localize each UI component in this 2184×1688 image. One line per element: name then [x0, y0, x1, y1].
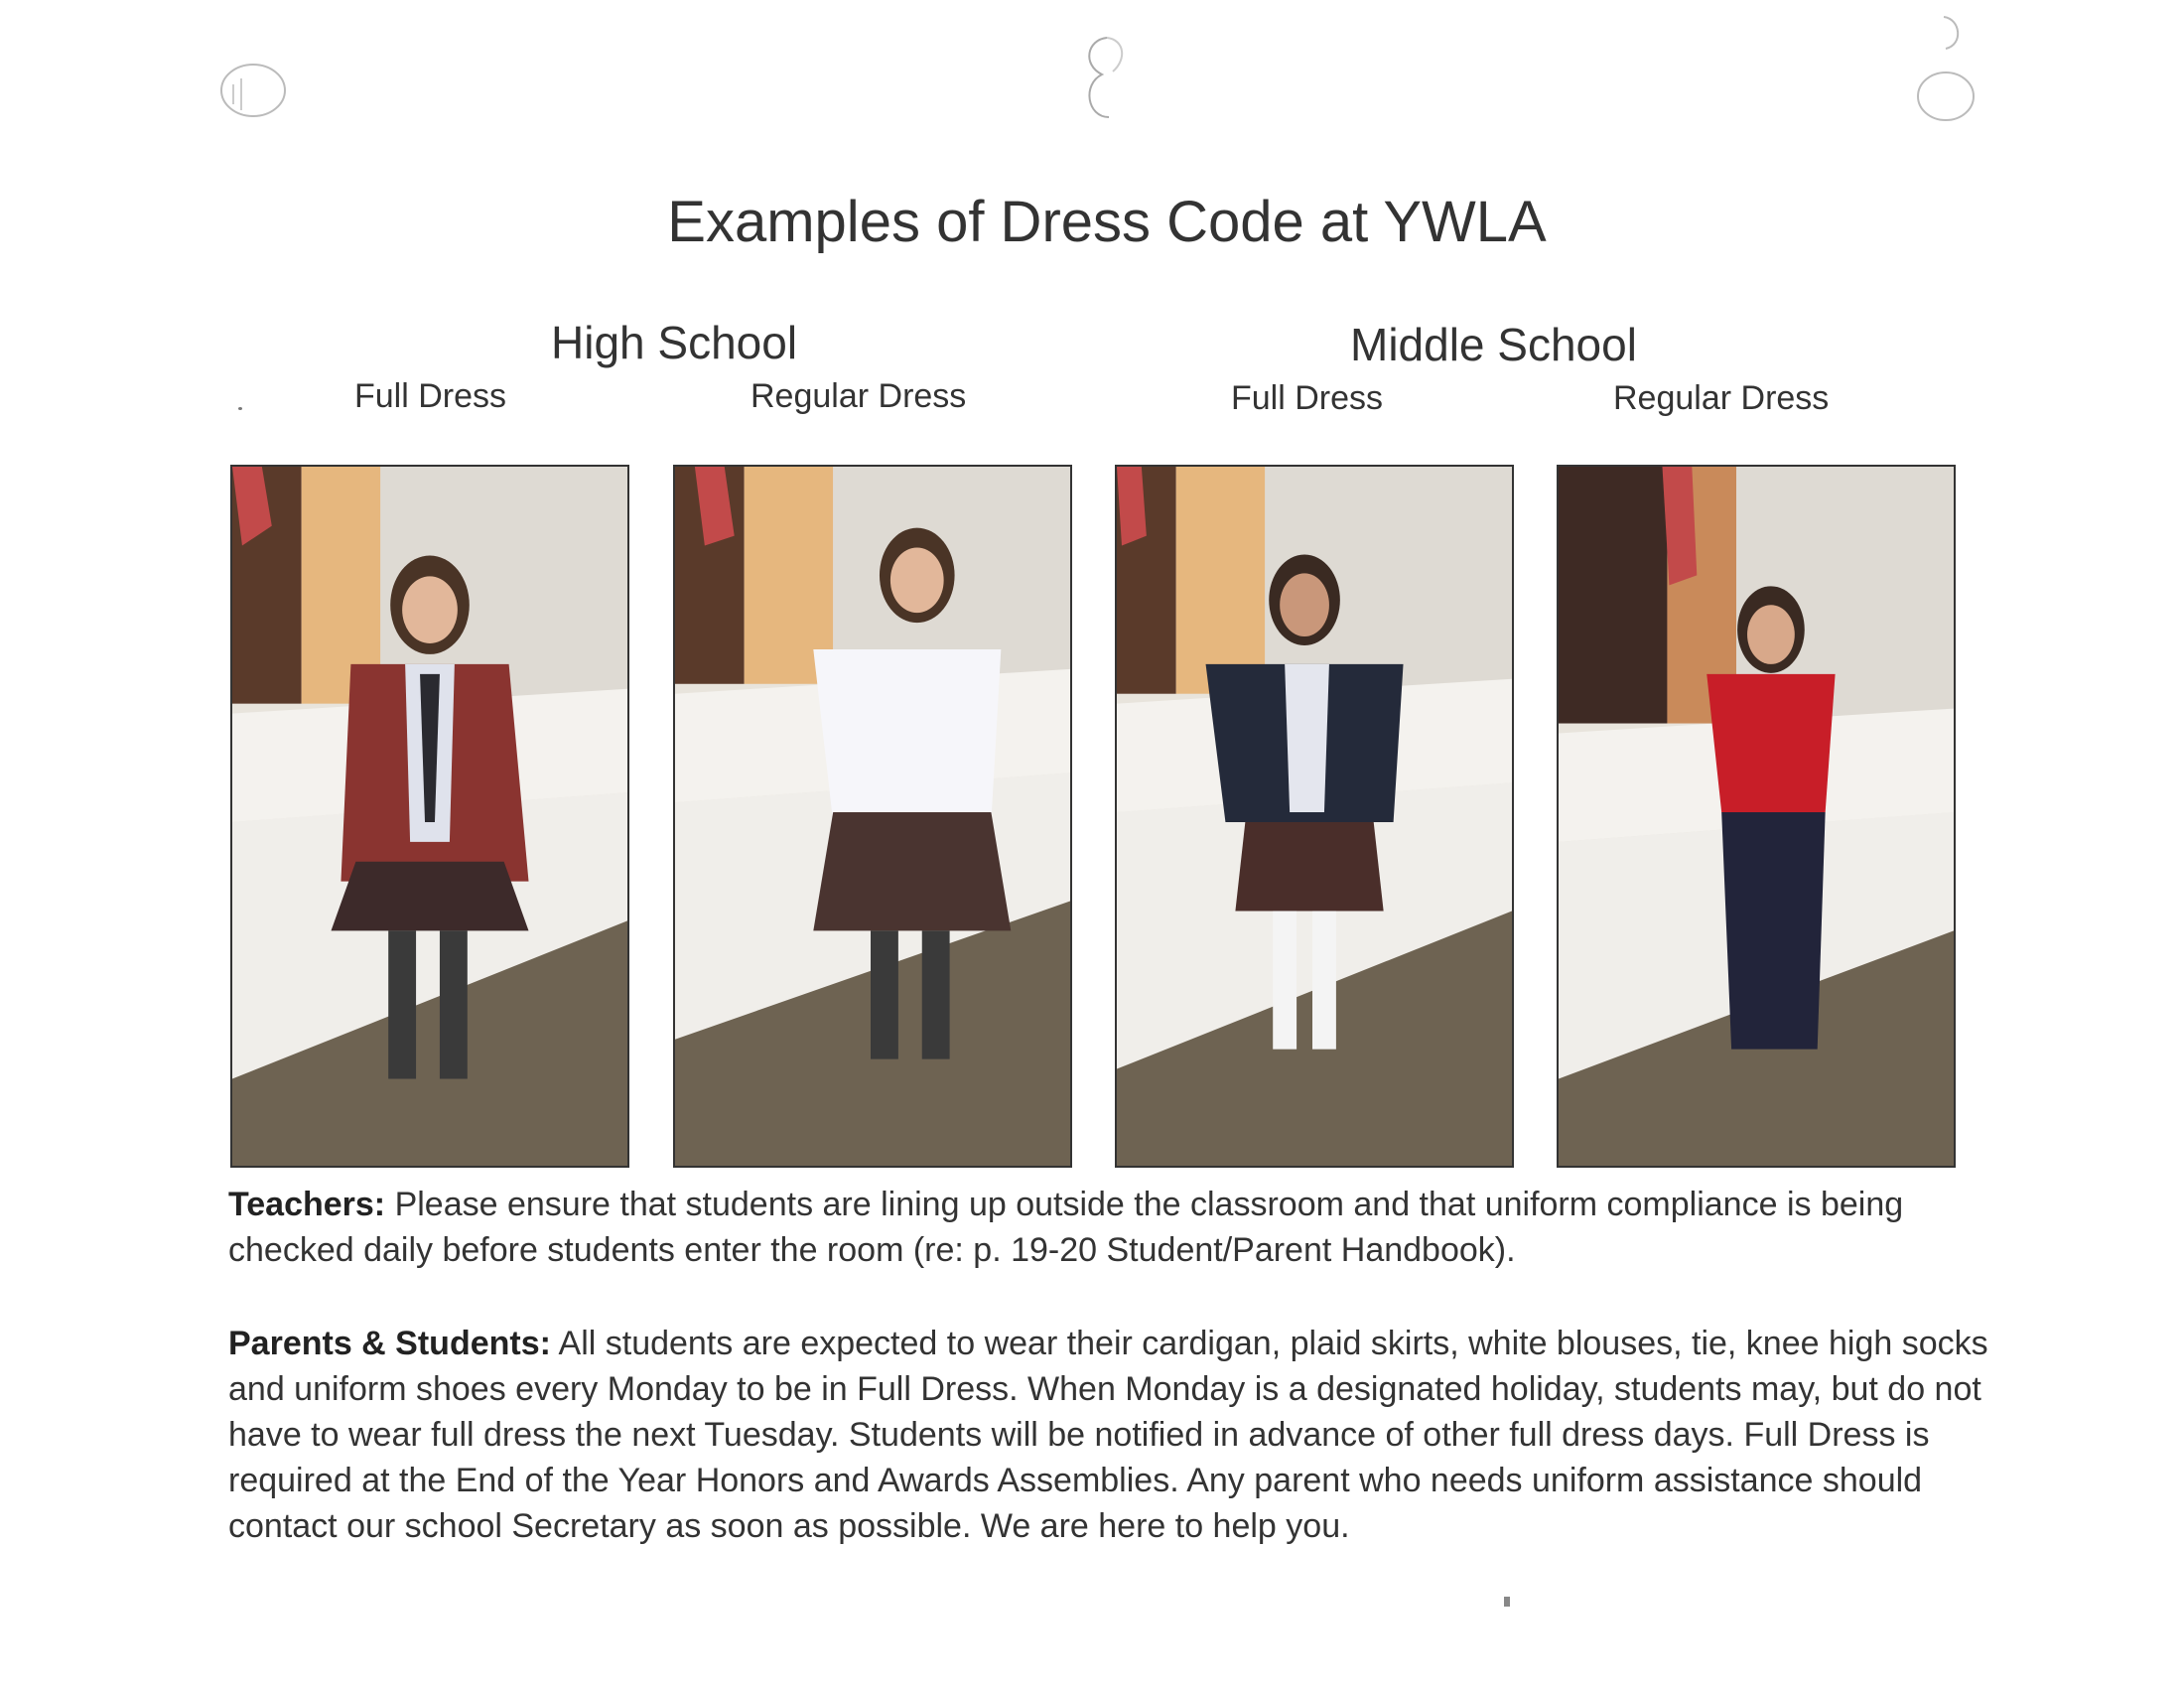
column-label-ms-regular: Regular Dress [1613, 379, 1830, 417]
photo-ms-regular-dress [1557, 465, 1956, 1168]
punch-hole-center-icon [1067, 30, 1147, 124]
teachers-label: Teachers: [228, 1186, 386, 1223]
section-heading-high-school: High School [551, 317, 798, 368]
column-label-ms-full: Full Dress [1231, 379, 1384, 417]
parents-students-note [228, 1321, 1995, 1549]
teachers-text: Please ensure that students are lining up outside the classroom and that uniform compliance is being checked daily before students enter the room (re: p. 19-20 Student/Parent Handbook). [228, 1186, 1904, 1269]
parents-label: Parents & Students: [228, 1325, 551, 1362]
punch-hole-left-icon [213, 55, 293, 124]
scan-speck [238, 407, 242, 410]
section-heading-middle-school: Middle School [1350, 319, 1637, 370]
photo-ms-full-dress [1115, 465, 1514, 1168]
photo-hs-regular-dress [673, 465, 1072, 1168]
column-label-hs-regular: Regular Dress [751, 377, 967, 415]
scan-mark [1504, 1597, 1510, 1607]
punch-hole-right-icon [1906, 5, 1985, 124]
photo-hs-full-dress [230, 465, 629, 1168]
teachers-note [228, 1182, 1995, 1273]
column-label-hs-full: Full Dress [354, 377, 507, 415]
parents-text: All students are expected to wear their cardigan, plaid skirts, white blouses, tie, knee high socks and uniform shoes every Monday to be in Full Dress. When Monday is a designated holiday, students may, but do not have to wear full dress the next Tuesday. Students will be notified in advance of other full dress days. Full Dress is required at the End of the Year Honors and Awards Assemblies. Any parent who needs uniform assistance should contact our school Secretary as soon as possible. We are here to help you. [228, 1325, 1988, 1545]
page-title: Examples of Dress Code at YWLA [667, 190, 1547, 254]
